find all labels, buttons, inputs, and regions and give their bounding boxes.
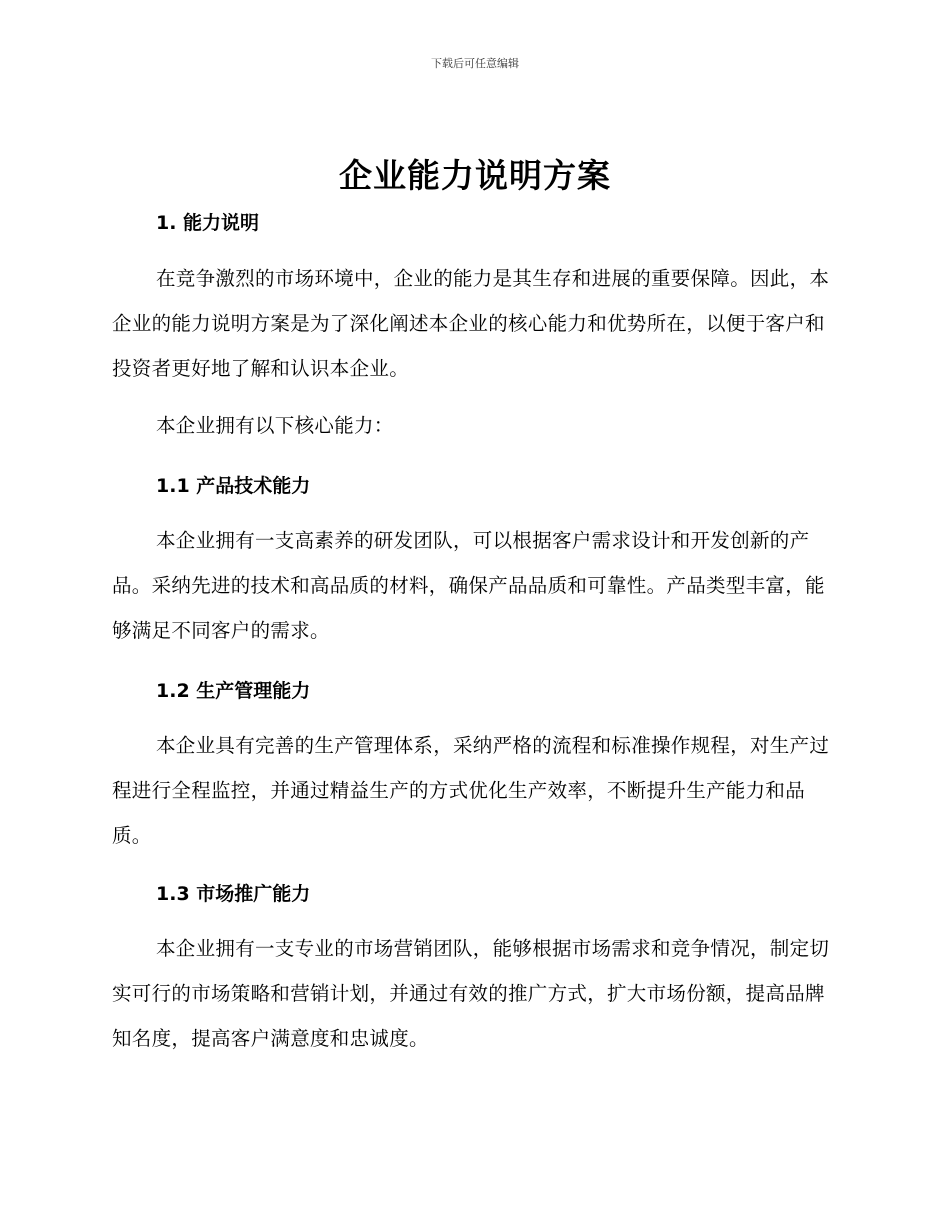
paragraph-product-tech: 本企业拥有一支高素养的研发团队，可以根据客户需求设计和开发创新的产品。采纳先进的技术和高品质的材料，确保产品品质和可靠性。产品类型丰富，能够满足不同客户的需求。 (112, 529, 825, 642)
paragraph-production-mgmt: 本企业具有完善的生产管理体系，采纳严格的流程和标准操作规程，对生产过程进行全程监控，并通过精益生产的方式优化生产效率，不断提升生产能力和品质。 (112, 734, 830, 847)
section-heading-1-1: 1.1 产品技术能力 (156, 475, 311, 497)
section-heading-1-3: 1.3 市场推广能力 (156, 883, 311, 905)
paragraph-intro: 在竞争激烈的市场环境中，企业的能力是其生存和进展的重要保障。因此，本企业的能力说明方案是为了深化阐述本企业的核心能力和优势所在，以便于客户和投资者更好地了解和认识本企业。 (112, 267, 830, 380)
section-heading-1-2: 1.2 生产管理能力 (156, 680, 311, 702)
paragraph-core-capabilities: 本企业拥有以下核心能力： (156, 414, 394, 437)
document-title: 企业能力说明方案 (339, 156, 611, 195)
section-heading-1: 1. 能力说明 (156, 212, 260, 234)
header-note: 下载后可任意编辑 (431, 57, 519, 70)
paragraph-marketing: 本企业拥有一支专业的市场营销团队，能够根据市场需求和竞争情况，制定切实可行的市场策略和营销计划，并通过有效的推广方式，扩大市场份额，提高品牌知名度，提高客户满意度和忠诚度。 (112, 937, 830, 1050)
